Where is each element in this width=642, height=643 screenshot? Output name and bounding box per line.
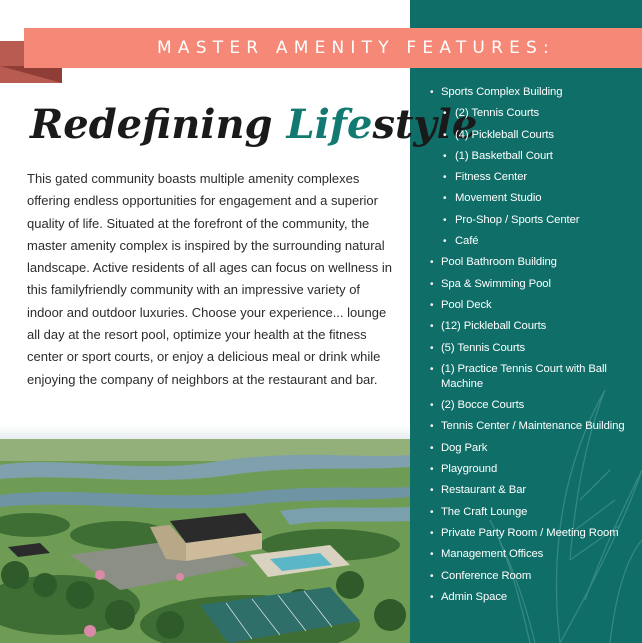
- header-banner: [24, 28, 642, 68]
- list-item: • Café: [428, 234, 640, 249]
- list-item: • Admin Space: [428, 590, 640, 605]
- aerial-illustration: [0, 425, 410, 643]
- list-item: • (1) Basketball Court: [428, 149, 640, 164]
- list-item: • Fitness Center: [428, 170, 640, 185]
- list-item: • Dog Park: [428, 441, 640, 456]
- list-item: • Playground: [428, 462, 640, 477]
- list-item: • (2) Tennis Courts: [428, 106, 640, 121]
- headline-word-style: style: [372, 101, 478, 148]
- list-item: • (5) Tennis Courts: [428, 341, 640, 356]
- list-item: • Movement Studio: [428, 191, 640, 206]
- page-headline: [30, 100, 477, 150]
- intro-paragraph: This gated community boasts multiple amenity complexes offering endless opportunities for engagement and a superior quality of life. Situated at the forefront of the community, the master amenity complex is inspired by the surrounding natural landscape. Active residents of all ages can focus on wellness in this familyfriendly community with an impressive variety of indoor and outdoor luxuries. Choose your experience... lounge all day at the resort pool, optimize your health at the fitness center or sport courts, or enjoy a delicious meal or drink while enjoying the company of neighbors at the restaurant and bar.: [27, 171, 392, 387]
- list-item: • Sports Complex Building: [428, 85, 640, 100]
- amenity-list: [428, 85, 640, 611]
- list-item: • Management Offices: [428, 547, 640, 562]
- list-item: • Conference Room: [428, 569, 640, 584]
- list-item: • Spa & Swimming Pool: [428, 277, 640, 292]
- headline-word-life: Life: [286, 101, 373, 148]
- list-item: • Tennis Center / Maintenance Building: [428, 419, 640, 434]
- list-item: • (4) Pickleball Courts: [428, 128, 640, 143]
- headline-word-redefining: Redefining: [30, 101, 287, 148]
- list-item: • (1) Practice Tennis Court with Ball Machine: [428, 362, 640, 392]
- list-item: • (2) Bocce Courts: [428, 398, 640, 413]
- list-item: • Pool Deck: [428, 298, 640, 313]
- list-item: • Pro-Shop / Sports Center: [428, 213, 640, 228]
- list-item: • The Craft Lounge: [428, 505, 640, 520]
- banner-title: MASTER AMENITY FEATURES:: [157, 38, 555, 58]
- list-item: • Pool Bathroom Building: [428, 255, 640, 270]
- list-item: • Restaurant & Bar: [428, 483, 640, 498]
- list-item: • Private Party Room / Meeting Room: [428, 526, 640, 541]
- banner-fold-shadow: [0, 66, 62, 83]
- list-item: • (12) Pickleball Courts: [428, 319, 640, 334]
- aerial-photo: [0, 425, 410, 643]
